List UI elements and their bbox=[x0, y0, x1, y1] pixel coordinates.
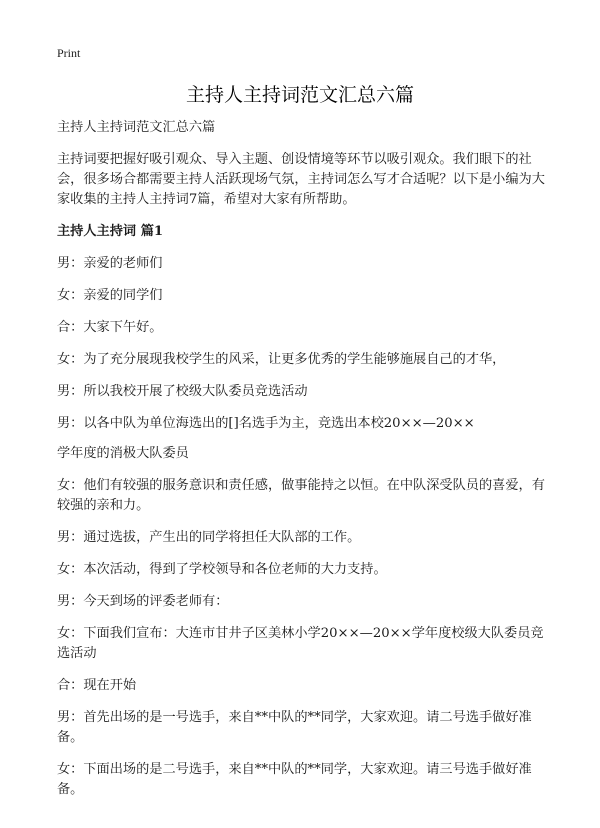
dialogue-line: 女：他们有较强的服务意识和责任感，做事能持之以恒。在中队深受队员的喜爱，有较强的亲和力。 bbox=[57, 478, 545, 513]
dialogue-line: 合：大家下午好。 bbox=[57, 320, 163, 335]
dialogue-line: 男：首先出场的是一号选手，来自**中队的**同学，大家欢迎。请二号选手做好准备。 bbox=[57, 710, 532, 745]
dialogue-line: 女：亲爱的同学们 bbox=[57, 288, 163, 303]
dialogue-line: 女：下面出场的是二号选手，来自**中队的**同学，大家欢迎。请三号选手做好准备。 bbox=[57, 762, 532, 797]
dialogue-line: 女：为了充分展现我校学生的风采，让更多优秀的学生能够施展自己的才华， bbox=[57, 352, 506, 367]
dialogue-line: 男：亲爱的老师们 bbox=[57, 256, 163, 271]
dialogue-line: 合：现在开始 bbox=[57, 678, 137, 693]
print-label: Print bbox=[57, 46, 81, 60]
dialogue-line: 男：所以我校开展了校级大队委员竞选活动 bbox=[57, 384, 308, 399]
dialogue-line: 女：下面我们宣布：大连市甘井子区美林小学20××—20××学年度校级大队委员竞选活动 bbox=[57, 626, 544, 661]
dialogue-line: 男：以各中队为单位海选出的[]名选手为主，竞选出本校20××—20×× bbox=[57, 416, 475, 431]
dialogue-line-continued: 学年度的消极大队委员 bbox=[57, 446, 189, 461]
dialogue-line: 男：今天到场的评委老师有： bbox=[57, 594, 229, 609]
subtitle-paragraph: 主持人主持词范文汇总六篇 bbox=[57, 120, 216, 135]
document-body bbox=[57, 118, 552, 800]
dialogue-line: 女：本次活动，得到了学校领导和各位老师的大力支持。 bbox=[57, 562, 387, 577]
page-title: 主持人主持词范文汇总六篇 bbox=[185, 84, 414, 106]
dialogue-line: 男：通过选拔，产生出的同学将担任大队部的工作。 bbox=[57, 530, 361, 545]
section-heading: 主持人主持词 篇1 bbox=[57, 224, 164, 239]
intro-paragraph: 主持词要把握好吸引观众、导入主题、创设情境等环节以吸引观众。我们眼下的社会，很多场合都需要主持人活跃现场气氛，主持词怎么写才合适呢？以下是小编为大家收集的主持人主持词7篇，希望对大家有所帮助。 bbox=[57, 152, 545, 207]
